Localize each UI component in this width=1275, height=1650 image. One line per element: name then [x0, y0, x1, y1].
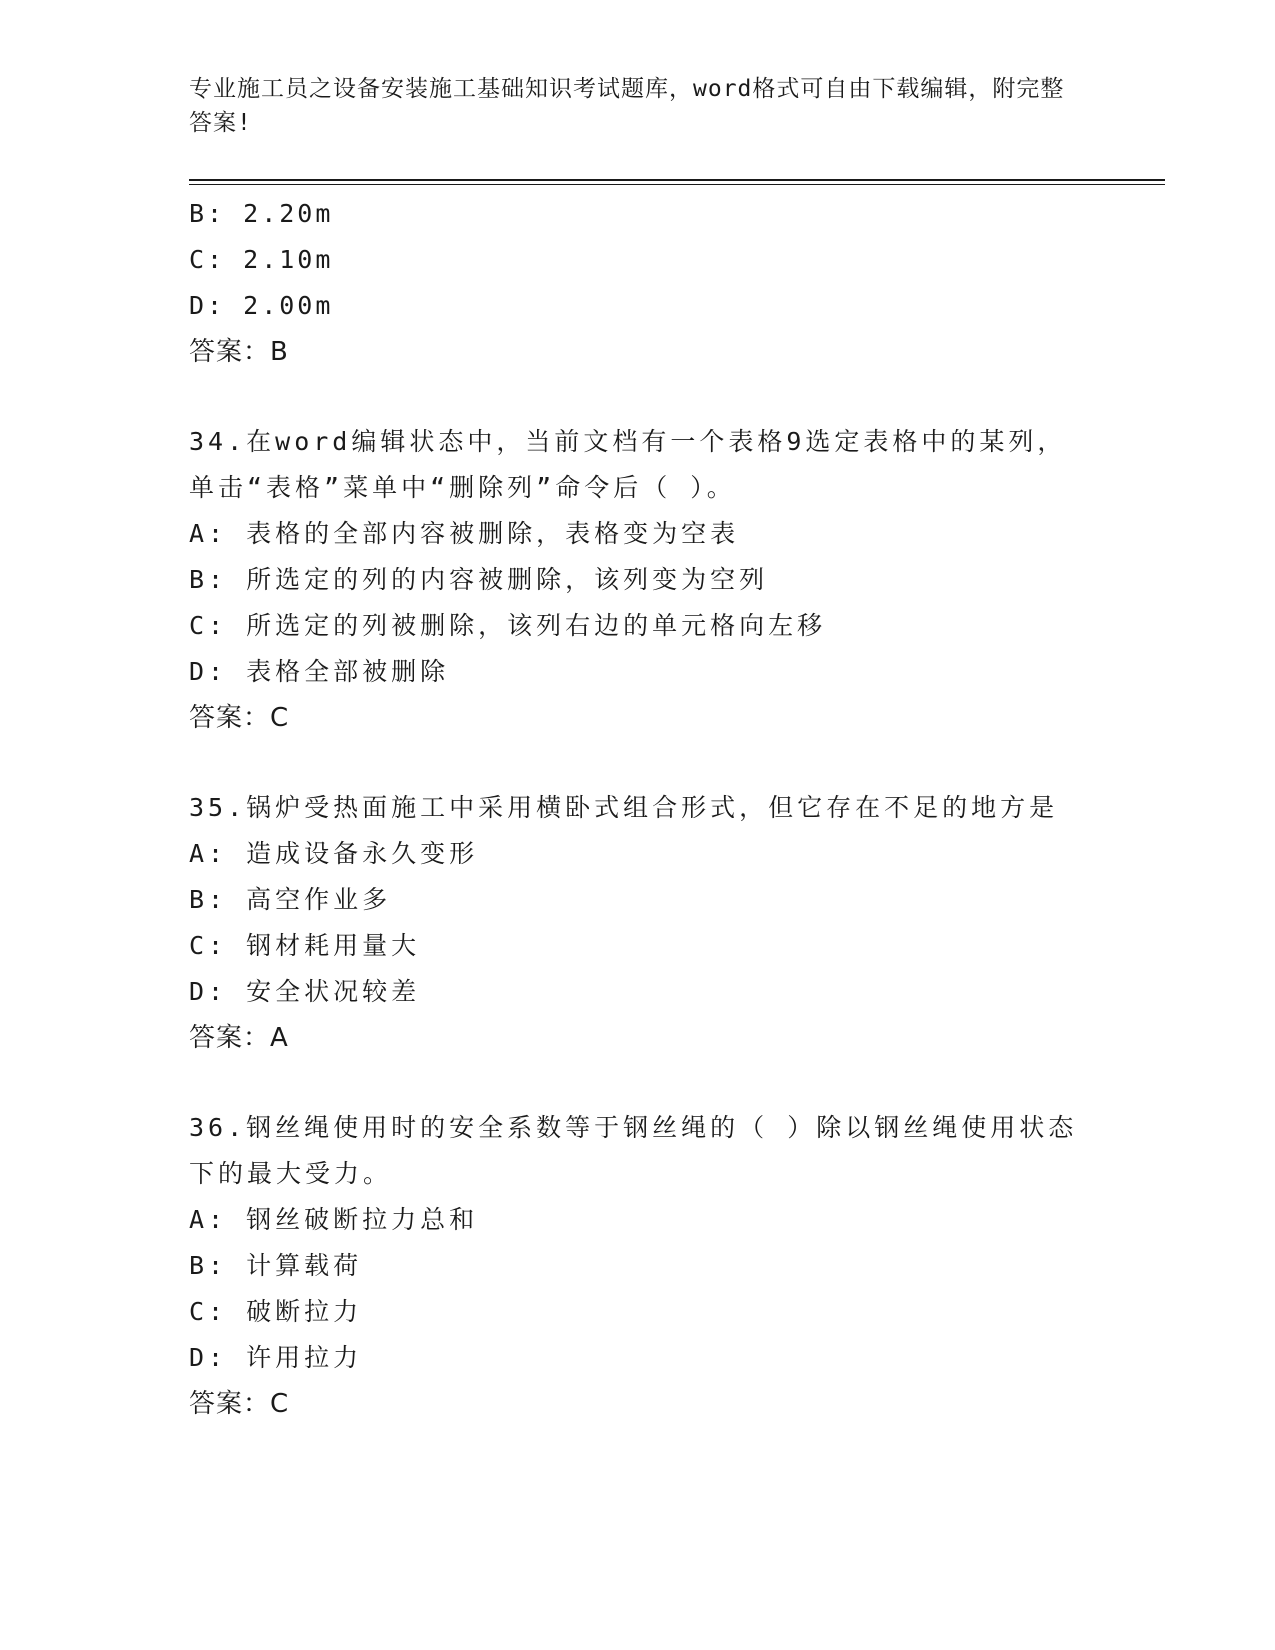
- option-c: C: 钢材耗用量大: [189, 931, 421, 960]
- previous-question-tail: [189, 191, 1089, 375]
- option-a: A: 钢丝破断拉力总和: [189, 1205, 479, 1234]
- option-b: B: 所选定的列的内容被删除，该列变为空列: [189, 565, 769, 594]
- question-34: [189, 419, 1089, 741]
- question-text: 单击“表格”菜单中“删除列”命令后（ ）。: [189, 473, 736, 502]
- question-text: 下的最大受力。: [189, 1159, 393, 1188]
- option-c: C: 破断拉力: [189, 1297, 363, 1326]
- question-text: 35.锅炉受热面施工中采用横卧式组合形式，但它存在不足的地方是: [189, 793, 1059, 822]
- document-header: 专业施工员之设备安装施工基础知识考试题库，word格式可自由下载编辑，附完整答案!: [189, 76, 1065, 136]
- answer-line: 答案：A: [189, 1023, 289, 1053]
- answer-line: 答案：C: [189, 1389, 290, 1419]
- question-35: [189, 785, 1089, 1061]
- option-d: D: 表格全部被删除: [189, 657, 450, 686]
- question-content: [189, 191, 1089, 1427]
- question-text: 36.钢丝绳使用时的安全系数等于钢丝绳的（ ）除以钢丝绳使用状态: [189, 1113, 1078, 1142]
- header-rule-thick: [189, 179, 1165, 181]
- answer-line: 答案：B: [189, 337, 289, 367]
- option-a: A: 造成设备永久变形: [189, 839, 479, 868]
- option-d: D: 安全状况较差: [189, 977, 421, 1006]
- option-b: B: 计算载荷: [189, 1251, 363, 1280]
- option-d: D: 许用拉力: [189, 1343, 363, 1372]
- option-a: A: 表格的全部内容被删除，表格变为空表: [189, 519, 740, 548]
- option-c: C: 所选定的列被删除，该列右边的单元格向左移: [189, 611, 827, 640]
- option-b: B: 高空作业多: [189, 885, 392, 914]
- option-d: D: 2.00m: [189, 291, 334, 320]
- question-36: [189, 1105, 1089, 1427]
- header-rule-thin: [189, 184, 1165, 185]
- question-text: 34.在word编辑状态中，当前文档有一个表格9选定表格中的某列，: [189, 427, 1067, 456]
- option-c: C: 2.10m: [189, 245, 334, 274]
- option-b: B: 2.20m: [189, 199, 334, 228]
- answer-line: 答案：C: [189, 703, 290, 733]
